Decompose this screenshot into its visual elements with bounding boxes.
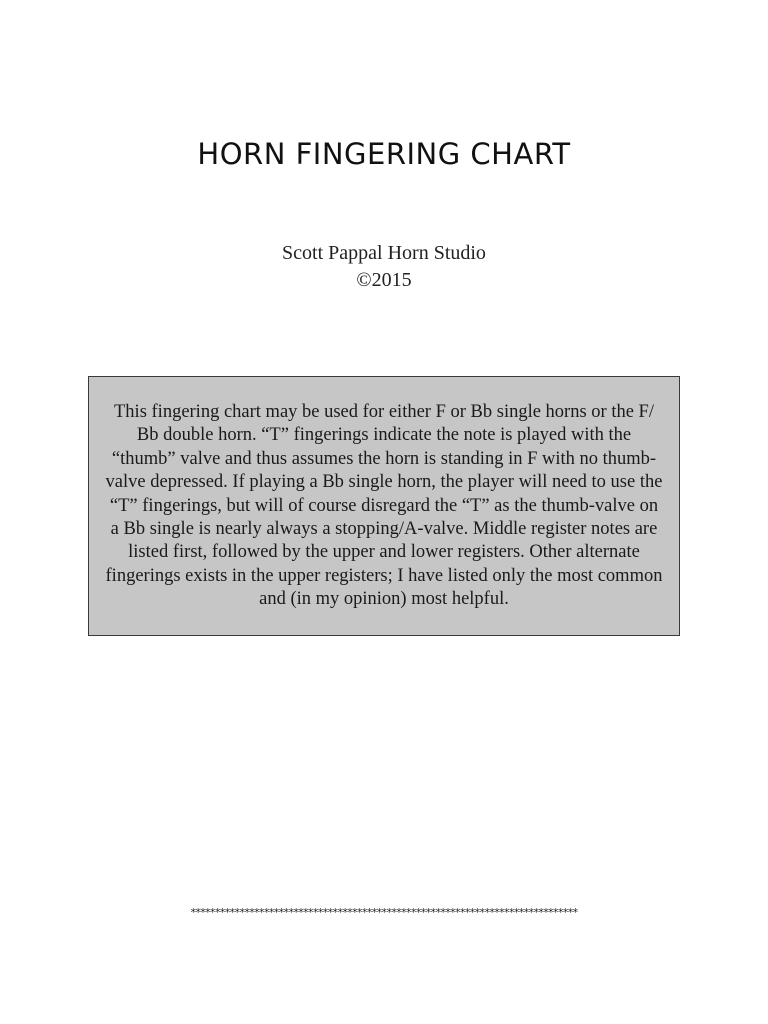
note-line: listed first, followed by the upper and lower registers. Other alternate [128, 542, 640, 563]
note-line: a Bb single is nearly always a stopping/A-valve. Middle register notes are [110, 519, 658, 540]
subtitle-block [0, 240, 768, 294]
note-line: Bb double horn. “T” fingerings indicate the note is played with the [136, 425, 632, 446]
note-line: fingerings exists in the upper registers; I have listed only the most common [105, 565, 663, 586]
note-line: and (in my opinion) most helpful. [259, 589, 509, 610]
note-line: “T” fingerings, but will of course disregard the “T” as the thumb-valve on [109, 495, 659, 516]
asterisk-separator: ******************************************************************************* [190, 906, 578, 919]
info-note-box [88, 376, 680, 636]
copyright-notice: ©2015 [356, 269, 412, 291]
note-line: valve depressed. If playing a Bb single horn, the player will need to use the [105, 472, 663, 493]
note-line: This fingering chart may be used for either F or Bb single horns or the F/ [114, 402, 654, 422]
studio-name: Scott Pappal Horn Studio [282, 242, 486, 264]
page-title: HORN FINGERING CHART [197, 137, 571, 171]
note-line: “thumb” valve and thus assumes the horn is standing in F with no thumb- [111, 448, 657, 469]
